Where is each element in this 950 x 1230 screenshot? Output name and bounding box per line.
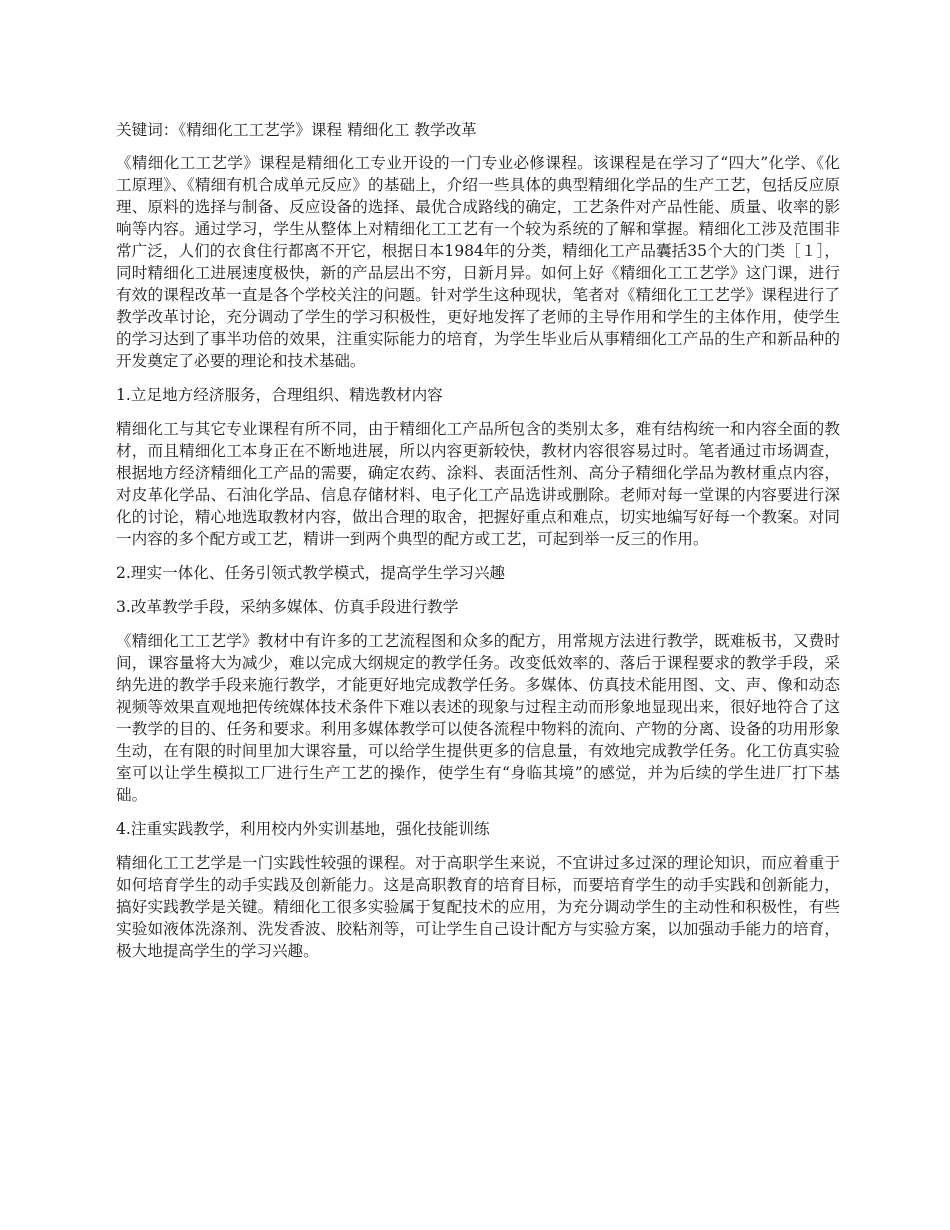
- section-body-1: 精细化工与其它专业课程有所不同，由于精细化工产品所包含的类别太多，难有结构统一和内容全面的教材，而且精细化工本身正在不断地进展，所以内容更新较快，教材内容很容易过时。笔者通过市场调查，根据地方经济精细化工产品的需要，确定农药、涂料、表面活性剂、高分子精细化学品为教材重点内容，对皮革化学品、石油化学品、信息存储材料、电子化工产品选讲或删除。老师对每一堂课的内容要进行深化的讨论，精心地选取教材内容，做出合理的取舍，把握好重点和难点，切实地编写好每一个教案。对同一内容的多个配方或工艺，精讲一到两个典型的配方或工艺，可起到举一反三的作用。: [116, 420, 840, 548]
- keywords-line: 关键词：《精细化工工艺学》课程 精细化工 教学改革: [116, 121, 477, 139]
- section-heading-3: 3.改革教学手段，采纳多媒体、仿真手段进行教学: [116, 598, 459, 616]
- section-body-3: 《精细化工工艺学》教材中有许多的工艺流程图和众多的配方，用常规方法进行教学，既难板书，又费时间，课容量将大为减少，难以完成大纲规定的教学任务。改变低效率的、落后于课程要求的教学手段，采纳先进的教学手段来施行教学，才能更好地完成教学任务。多媒体、仿真技术能用图、文、声、像和动态视频等效果直观地把传统媒体技术条件下难以表述的现象与过程主动而形象地显现出来，很好地符合了这一教学的目的、任务和要求。利用多媒体教学可以使各流程中物料的流向、产物的分离、设备的功用形象生动，在有限的时间里加大课容量，可以给学生提供更多的信息量，有效地完成教学任务。化工仿真实验室可以让学生模拟工厂进行生产工艺的操作，使学生有“身临其境”的感觉，并为后续的学生进厂打下基础。: [116, 632, 840, 804]
- section-heading-1: 1.立足地方经济服务，合理组织、精选教材内容: [116, 386, 443, 404]
- section-heading-2: 2.理实一体化、任务引领式教学模式，提高学生学习兴趣: [116, 564, 506, 582]
- section-heading-4: 4.注重实践教学，利用校内外实训基地，强化技能训练: [116, 820, 490, 838]
- section-body-4: 精细化工工艺学是一门实践性较强的课程。对于高职学生来说，不宜讲过多过深的理论知识，而应着重于如何培育学生的动手实践及创新能力。这是高职教育的培育目标，而要培育学生的动手实践和创新能力，搞好实践教学是关键。精细化工很多实验属于复配技术的应用，为充分调动学生的主动性和积极性，有些实验如液体洗涤剂、洗发香波、胶粘剂等，可让学生自己设计配方与实验方案，以加强动手能力的培育，极大地提高学生的学习兴趣。: [116, 854, 840, 960]
- intro-paragraph: 《精细化工工艺学》课程是精细化工专业开设的一门专业必修课程。该课程是在学习了“四大”化学、《化工原理》、《精细有机合成单元反应》的基础上，介绍一些具体的典型精细化学品的生产工艺，包括反应原理、原料的选择与制备、反应设备的选择、最优合成路线的确定，工艺条件对产品性能、质量、收率的影响等内容。通过学习，学生从整体上对精细化工工艺有一个较为系统的了解和掌握。精细化工涉及范围非常广泛，人们的衣食住行都离不开它，根据日本1984年的分类，精细化工产品囊括35个大的门类［１］，同时精细化工进展速度极快，新的产品层出不穷，日新月异。如何上好《精细化工工艺学》这门课，进行有效的课程改革一直是各个学校关注的问题。针对学生这种现状，笔者对《精细化工工艺学》课程进行了教学改革讨论，充分调动了学生的学习积极性，更好地发挥了老师的主导作用和学生的主体作用，使学生的学习达到了事半功倍的效果，注重实际能力的培育，为学生毕业后从事精细化工产品的生产和新品种的开发奠定了必要的理论和技术基础。: [116, 154, 840, 370]
- document-page: [116, 119, 840, 974]
